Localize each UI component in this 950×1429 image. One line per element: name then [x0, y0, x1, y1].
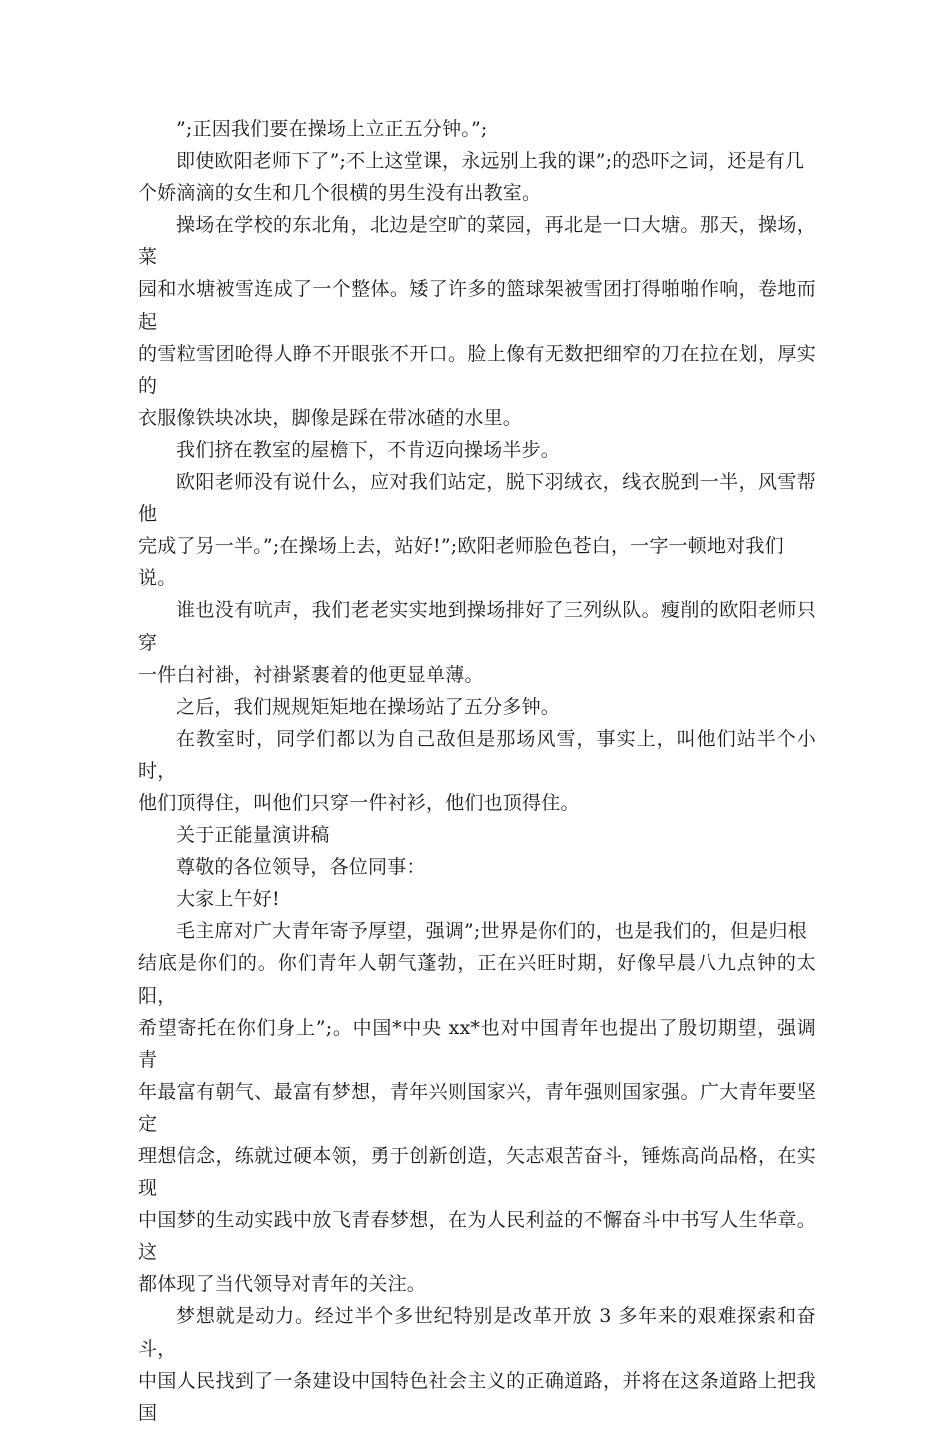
salutation: 尊敬的各位领导，各位同事：	[176, 856, 426, 879]
paragraph: 欧阳老师没有说什么，应对我们站定，脱下羽绒衣，线衣脱到一半，风雪帮他 完成了另一半。”;在操场上去，站好!”;欧阳老师脸色苍白，一字一顿地对我们 说。	[138, 471, 816, 590]
section-title: 关于正能量演讲稿	[176, 824, 330, 847]
paragraph: ”;正因我们要在操场上立正五分钟。”;	[176, 118, 488, 140]
paragraph: 在教室时，同学们都以为自己敌但是那场风雪，事实上，叫他们站半个小时， 他们顶得住，叫他们只穿一件衬衫，他们也顶得住。	[138, 727, 816, 814]
greeting: 大家上午好!	[176, 888, 280, 911]
paragraph: 我们挤在教室的屋檐下，不肯迈向操场半步。	[176, 438, 561, 461]
paragraph: 即使欧阳老师下了”;不上这堂课，永远别上我的课”;的恐吓之词，还是有几 个娇滴滴的女生和几个很横的男生没有出教室。	[138, 150, 805, 205]
paragraph: 梦想就是动力。经过半个多世纪特别是改革开放 3 多年来的艰难探索和奋斗， 中国人民找到了一条建设中国特色社会主义的正确道路，并将在这条道路上把我国	[138, 1305, 816, 1424]
paragraph: 毛主席对广大青年寄予厚望，强调”;世界是你们的，也是我们的，但是归根 结底是你们的。你们青年人朝气蓬勃，正在兴旺时期，好像早晨八九点钟的太阳， 希望寄托在你们身上”;。中国*中央 xx*也对中国青年也提出了殷切期望，强调青 年最富有朝气、最富有梦想，青年兴则国家兴，青年强则国家强。广大青年要坚定 理想信念，练就过硬本领，勇于创新创造，矢志艰苦奋斗，锤炼高尚品格，在实现 中国梦的生动实践中放飞青春梦想，在为人民利益的不懈奋斗中书写人生华章。这 都体现了当代领导对青年的关注。	[138, 920, 816, 1296]
paragraph: 之后，我们规规矩矩地在操场站了五分多钟。	[176, 695, 561, 718]
document-body	[138, 113, 816, 1429]
paragraph: 谁也没有吭声，我们老老实实地到操场排好了三列纵队。瘦削的欧阳老师只穿 一件白衬褂，衬褂紧裹着的他更显单薄。	[138, 599, 816, 686]
paragraph: 操场在学校的东北角，北边是空旷的菜园，再北是一口大塘。那天，操场，菜 园和水塘被雪连成了一个整体。矮了许多的篮球架被雪团打得啪啪作响，卷地而起 的雪粒雪团呛得人睁不开眼张不开口。脸上像有无数把细窄的刀在拉在划，厚实的 衣服像铁块冰块，脚像是踩在带冰碴的水里。	[138, 214, 816, 429]
